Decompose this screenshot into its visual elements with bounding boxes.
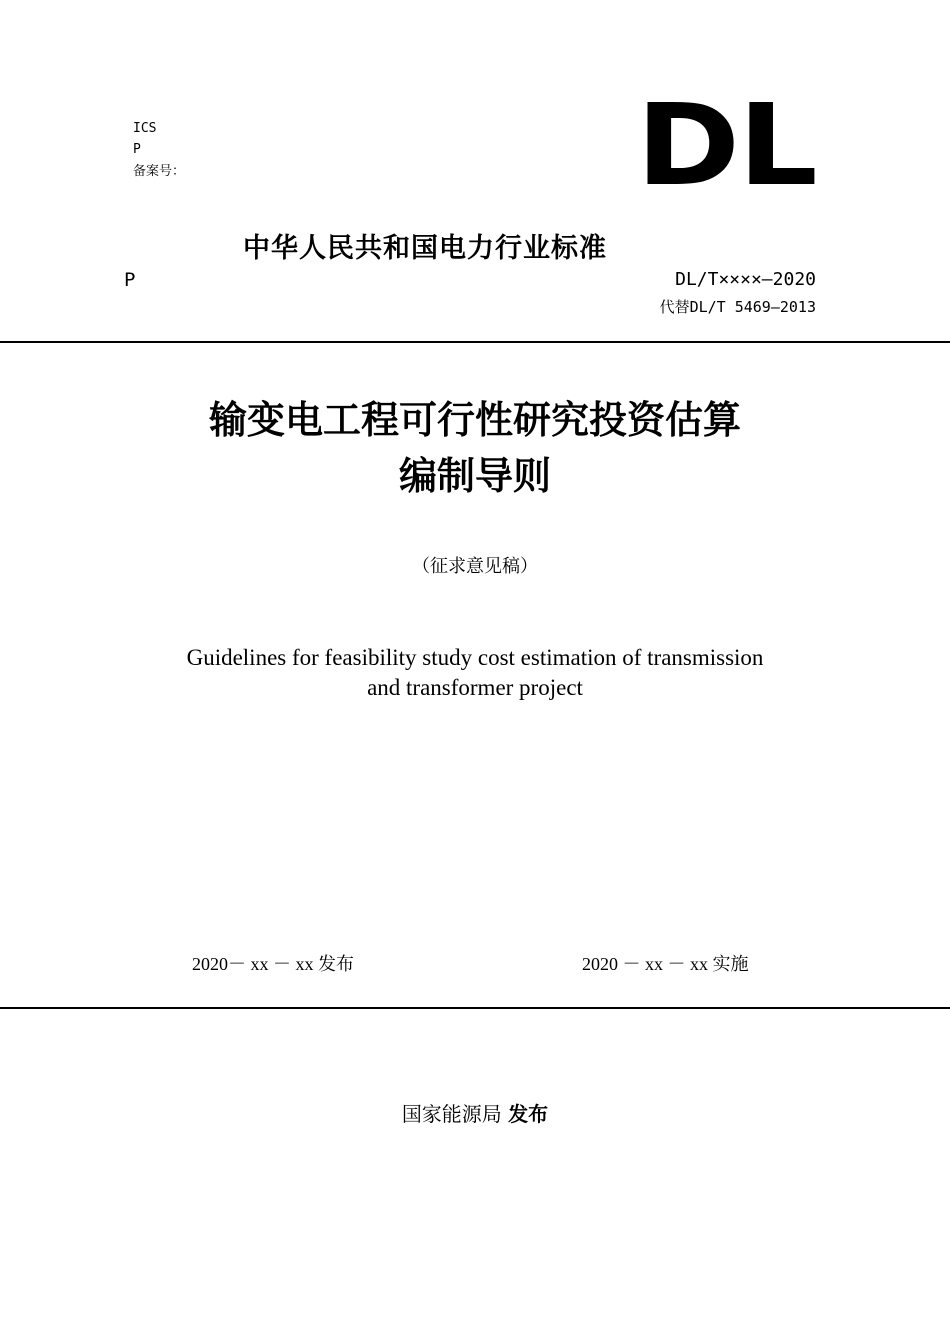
publish-date: 2020－ xx － xx 发布 xyxy=(192,954,354,974)
ics-label: ICS xyxy=(133,121,157,136)
draft-note: （征求意见稿） xyxy=(412,556,538,577)
industry-standard-title: 中华人民共和国电力行业标准 xyxy=(243,233,607,264)
publisher-line xyxy=(0,1100,950,1128)
english-title-line-2: and transformer project xyxy=(367,675,583,700)
replaces-standard: 代替DL/T 5469—2013 xyxy=(659,298,816,316)
document-title-line-1: 输变电工程可行性研究投资估算 xyxy=(208,397,741,442)
english-title-line-1: Guidelines for feasibility study cost estimation of transmission xyxy=(186,645,764,670)
publish-verb: 发布 xyxy=(508,1102,549,1126)
publisher-name: 国家能源局 xyxy=(401,1102,502,1126)
standard-code: DL/T××××—2020 xyxy=(675,269,816,290)
bottom-divider xyxy=(0,1007,950,1009)
classification-code: P xyxy=(124,269,136,291)
implementation-date: 2020 － xx － xx 实施 xyxy=(582,954,749,974)
dl-logo: DL xyxy=(636,81,816,211)
top-divider xyxy=(0,341,950,343)
document-title-line-2: 编制导则 xyxy=(398,453,551,498)
classification-label: P xyxy=(133,142,141,157)
registration-label: 备案号： xyxy=(133,164,186,179)
